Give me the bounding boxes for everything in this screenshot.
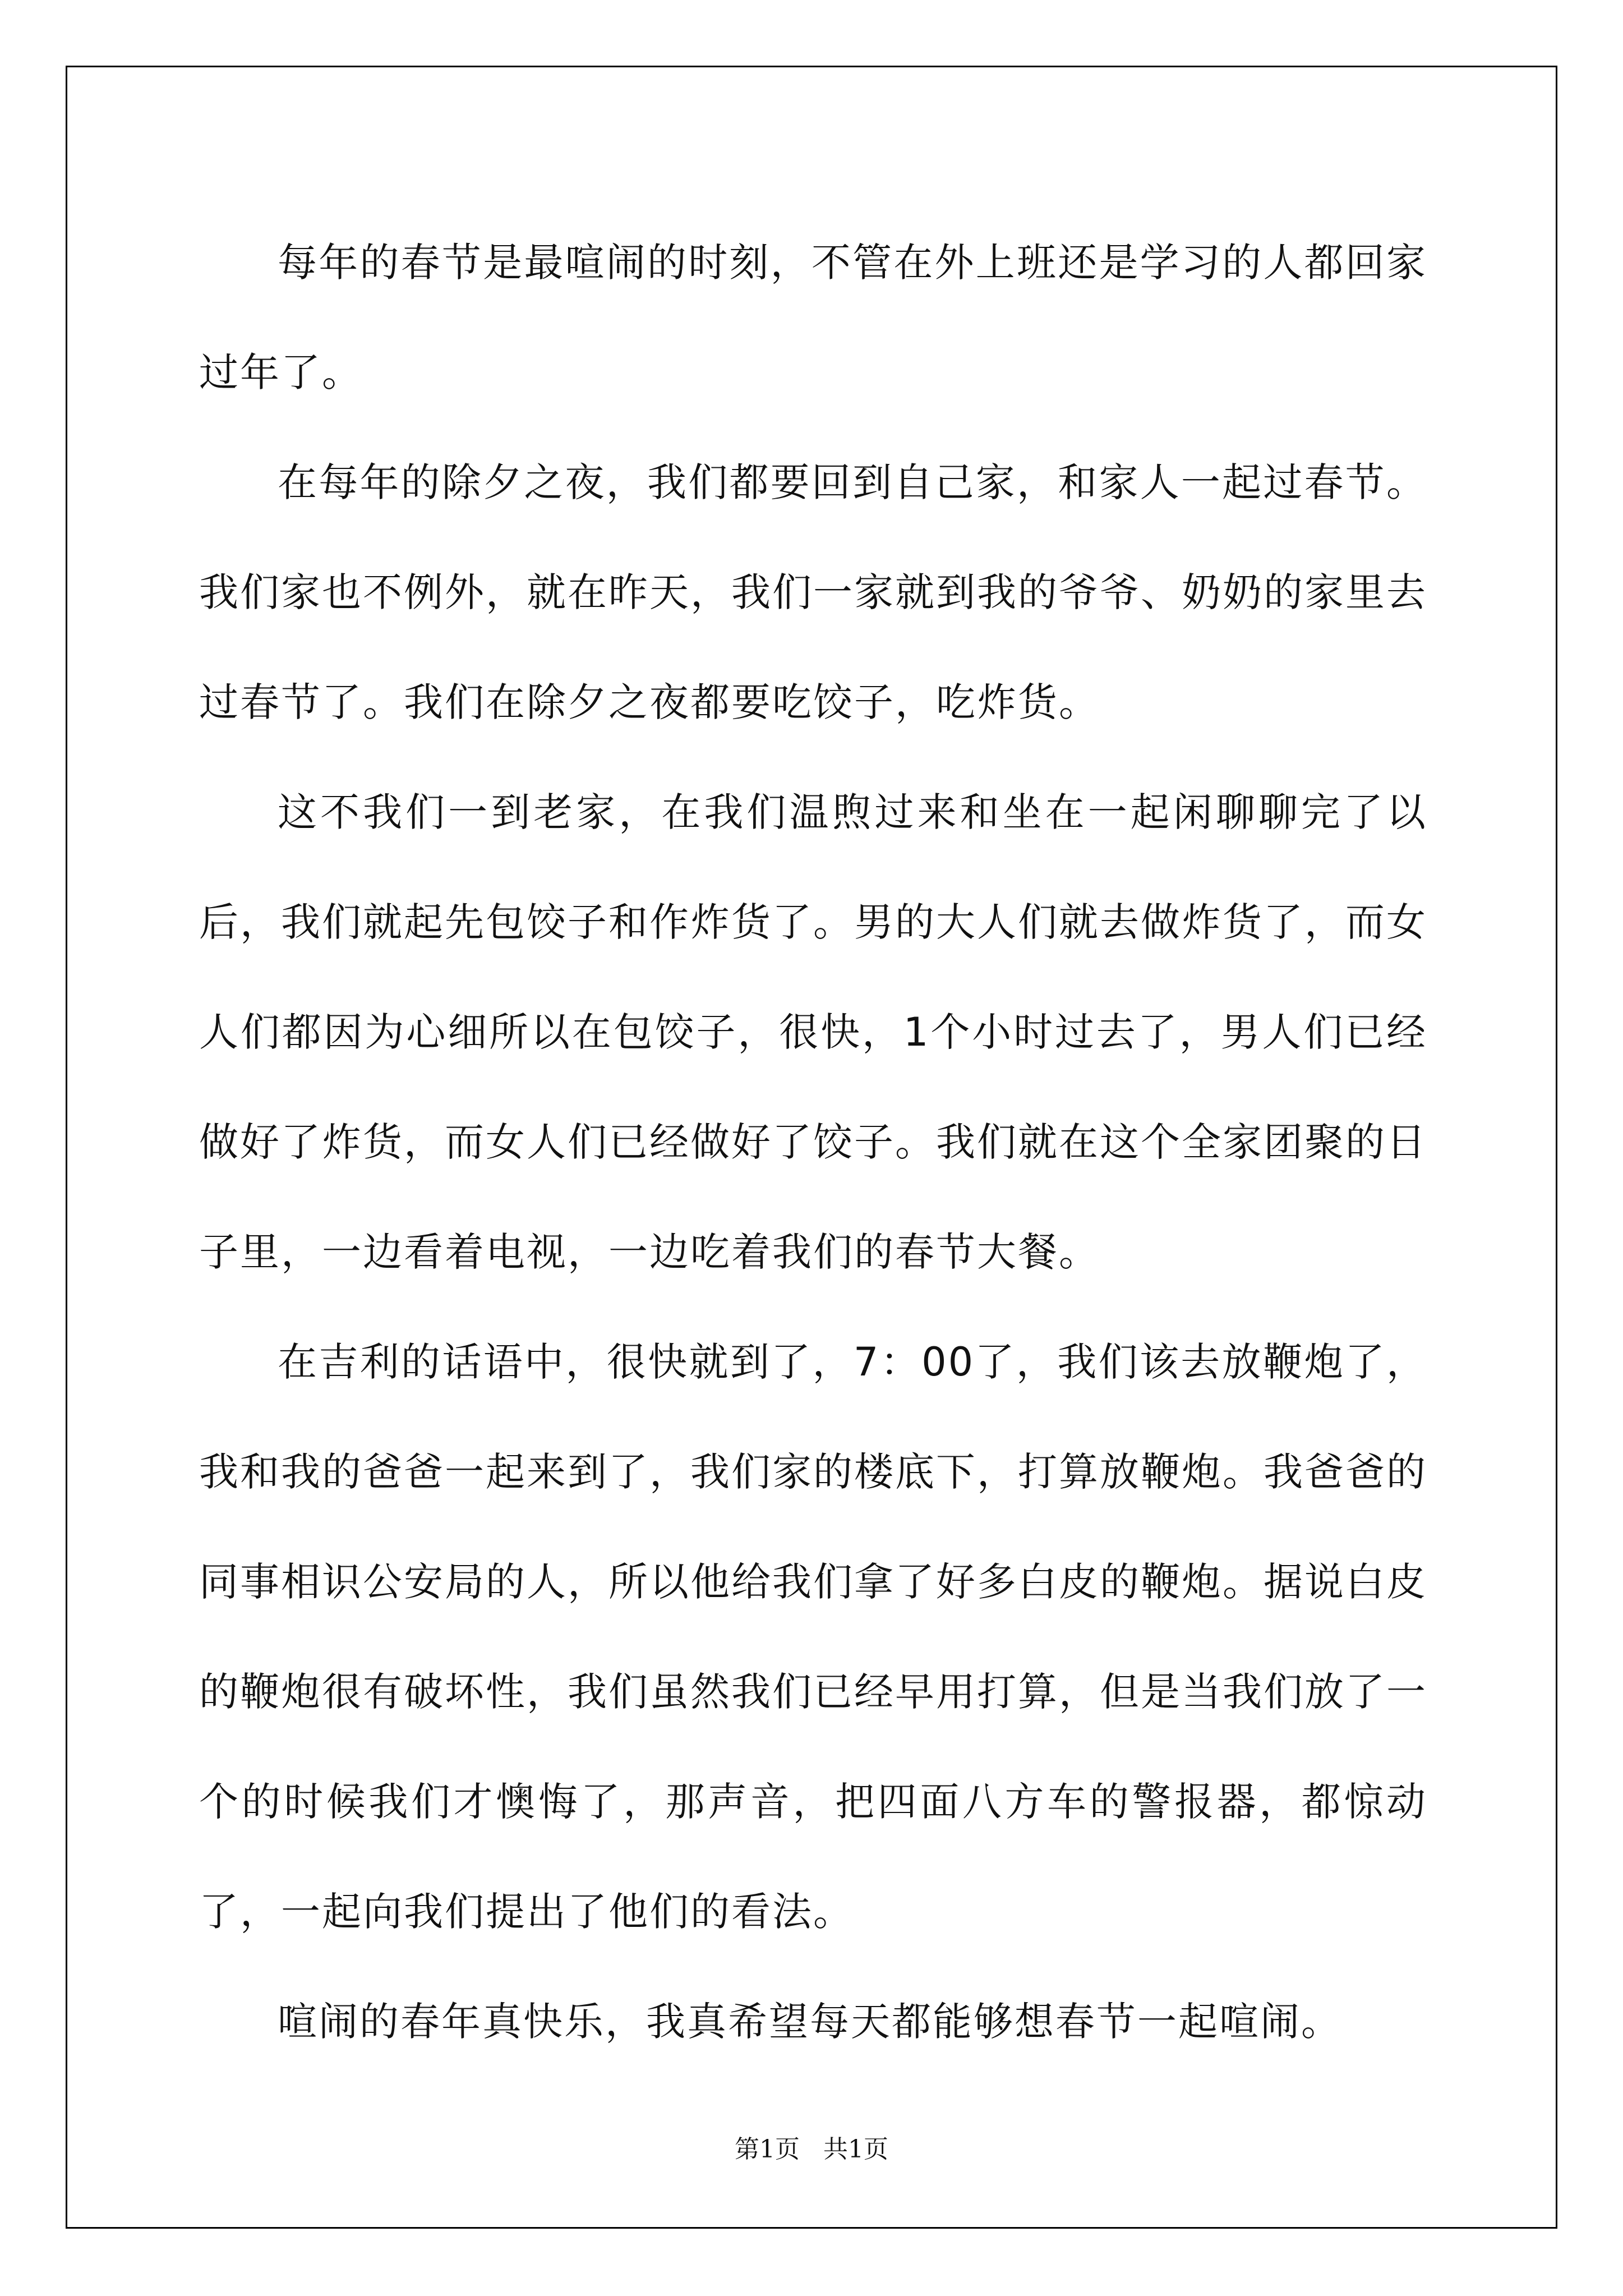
paragraph-5: 喧闹的春年真快乐，我真希望每天都能够想春节一起喧闹。 [278,1999,1342,2045]
paragraph-4: 在吉利的话语中，很快就到了，7：00了，我们该去放鞭炮了，我和我的爸爸一起来到了，我们家的楼底下，打算放鞭炮。我爸爸的同事相识公安局的人，所以他给我们拿了好多白皮的鞭炮。据说白皮的鞭炮很有破坏性，我们虽然我们已经早用打算，但是当我们放了一个的时候我们才懊悔了，那声音，把四面八方车的警报器，都惊动了，一起向我们提出了他们的看法。 [199,1339,1427,1935]
paragraph-1: 每年的春节是最喧闹的时刻，不管在外上班还是学习的人都回家过年了。 [199,240,1427,395]
document-body [199,208,1427,2077]
page-number-footer: 第1页 共1页 [735,2135,888,2164]
paragraph-3: 这不我们一到老家，在我们温煦过来和坐在一起闲聊聊完了以后，我们就起先包饺子和作炸货了。男的大人们就去做炸货了，而女人们都因为心细所以在包饺子，很快，1个小时过去了，男人们已经做好了炸货，而女人们已经做好了饺子。我们就在这个全家团聚的日子里，一边看着电视，一边吃着我们的春节大餐。 [199,789,1427,1275]
paragraph-2: 在每年的除夕之夜，我们都要回到自己家，和家人一起过春节。我们家也不例外，就在昨天，我们一家就到我的爷爷、奶奶的家里去过春节了。我们在除夕之夜都要吃饺子，吃炸货。 [199,459,1427,725]
